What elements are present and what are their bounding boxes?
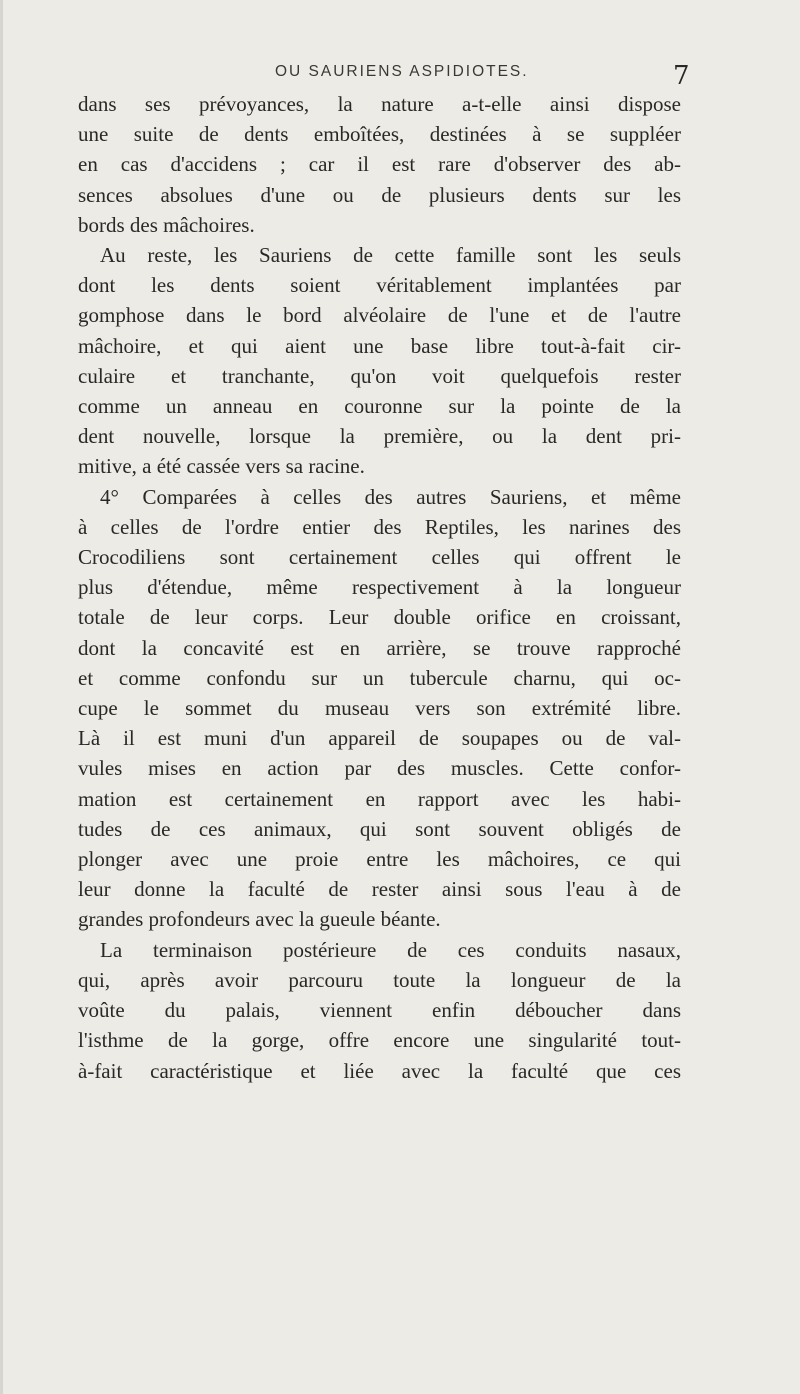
text-line: cupe le sommet du museau vers son extrémité libre. [78,696,681,721]
text-line: et comme confondu sur un tubercule charnu, qui oc- [78,665,681,690]
running-head: OU SAURIENS ASPIDIOTES. [275,63,529,80]
text-line: mâchoire, et qui aient une base libre tout-à-fait cir- [78,333,681,358]
text-line: gomphose dans le bord alvéolaire de l'une et de l'autre [78,303,681,328]
text-line: sences absolues d'une ou de plusieurs dents sur les [78,182,681,207]
text-line: grandes profondeurs avec la gueule béante. [78,907,441,932]
text-line: La terminaison postérieure de ces conduits nasaux, [100,937,681,962]
text-line: plus d'étendue, même respectivement à la longueur [78,575,681,600]
page-gutter-edge [0,0,3,1394]
text-line: qui, après avoir parcouru toute la longueur de la [78,967,681,992]
text-line: à celles de l'ordre entier des Reptiles, les narines des [78,514,681,539]
text-line: mitive, a été cassée vers sa racine. [78,454,365,479]
text-line: 4° Comparées à celles des autres Sauriens, et même [100,484,681,509]
text-line: Là il est muni d'un appareil de soupapes ou de val- [78,726,681,751]
body-text [78,89,681,1086]
text-line: Crocodiliens sont certainement celles qui offrent le [78,545,681,570]
text-line: à-fait caractéristique et liée avec la faculté que ces [78,1058,681,1083]
text-line: Au reste, les Sauriens de cette famille sont les seuls [100,243,681,268]
text-line: comme un anneau en couronne sur la pointe de la [78,394,681,419]
text-line: voûte du palais, viennent enfin déboucher dans [78,998,681,1023]
text-line: dans ses prévoyances, la nature a-t-elle ainsi dispose [78,92,681,116]
text-line: mation est certainement en rapport avec les habi- [78,786,681,811]
text-line: dent nouvelle, lorsque la première, ou la dent pri- [78,424,681,449]
text-line: bords des mâchoires. [78,212,255,237]
text-line: culaire et tranchante, qu'on voit quelquefois rester [78,363,681,388]
page-number: 7 [673,61,690,91]
text-line: une suite de dents emboîtées, destinées à se suppléer [78,122,681,147]
text-line: totale de leur corps. Leur double orifice en croissant, [78,605,681,630]
text-line: tudes de ces animaux, qui sont souvent obligés de [78,816,681,841]
text-line: l'isthme de la gorge, offre encore une singularité tout- [78,1028,681,1053]
text-line: leur donne la faculté de rester ainsi sous l'eau à de [78,877,681,902]
text-line: plonger avec une proie entre les mâchoires, ce qui [78,847,681,872]
text-line: vules mises en action par des muscles. Cette confor- [78,756,681,781]
text-line: dont les dents soient véritablement implantées par [78,273,681,298]
text-line: en cas d'accidens ; car il est rare d'observer des ab- [78,152,681,177]
text-line: dont la concavité est en arrière, se trouve rapproché [78,635,681,660]
